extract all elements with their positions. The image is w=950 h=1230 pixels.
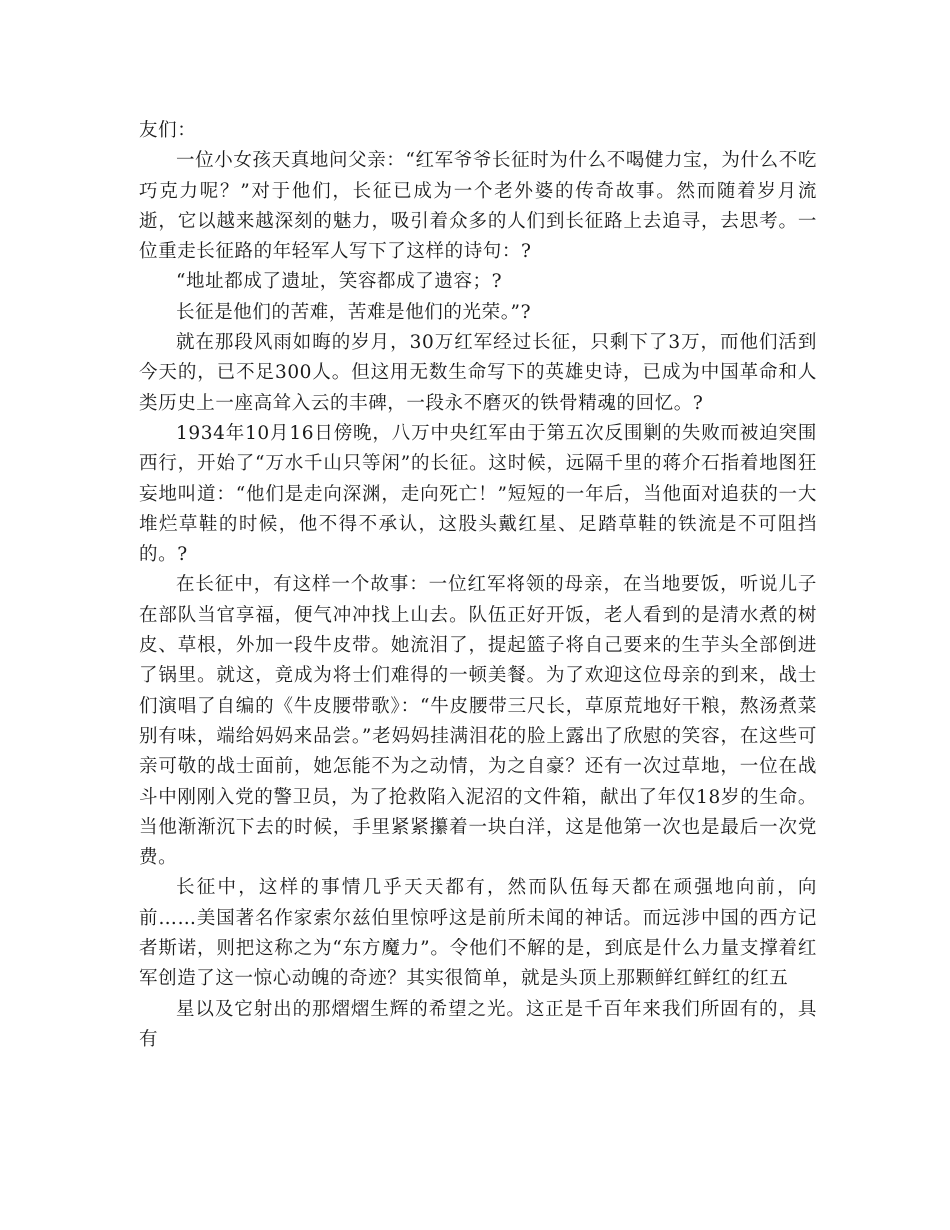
poem-line-2: 长征是他们的苦难，苦难是他们的光荣。”? <box>176 301 532 323</box>
poem-line-1: “地址都成了遗址，笑容都成了遗容；? <box>176 271 503 293</box>
paragraph-girl-question: 一位小女孩天真地问父亲：“红军爷爷长征时为什么不喝健力宝，为什么不吃巧克力呢？”对于他们，长征已成为一个老外婆的传奇故事。然而随着岁月流逝，它以越来越深刻的魅力，吸引着众多的人们到长征路上去追寻，去思考。一位重走长征路的年轻军人写下了这样的诗句：? <box>139 150 817 263</box>
paragraph-salutation: 友们： <box>139 120 197 141</box>
paragraph-red-star: 星以及它射出的那熠熠生辉的希望之光。这正是千百年来我们所固有的，具有 <box>139 998 817 1050</box>
paragraph-survivors: 就在那段风雨如晦的岁月，30万红军经过长征，只剩下了3万，而他们活到今天的，已不足300人。但这用无数生命写下的英雄史诗，已成为中国革命和人类历史上一座高耸入云的丰碑，一段永不磨灭的铁骨精魂的回忆。? <box>139 332 817 414</box>
paragraph-1934: 1934年10月16日傍晚，八万中央红军由于第五次反围剿的失败而被迫突围西行，开始了“万水千山只等闲”的长征。这时候，远隔千里的蒋介石指着地图狂妄地叫道：“他们是走向深渊，走向死亡！”短短的一年后，当他面对追获的一大堆烂草鞋的时候，他不得不承认，这股头戴红星、足踏草鞋的铁流是不可阻挡的。? <box>139 422 817 566</box>
paragraph-mother-story: 在长征中，有这样一个故事：一位红军将领的母亲，在当地要饭，听说儿子在部队当官享福，便气冲冲找上山去。队伍正好开饭，老人看到的是清水煮的树皮、草根，外加一段牛皮带。她流泪了，提起篮子将自己要来的生芋头全部倒进了锅里。就这，竟成为将士们难得的一顿美餐。为了欢迎这位母亲的到来，战士们演唱了自编的《牛皮腰带歌》：“牛皮腰带三尺长，草原荒地好干粮，熬汤煮菜别有味，端给妈妈来品尝。”老妈妈挂满泪花的脸上露出了欣慰的笑容，在这些可亲可敬的战士面前，她怎能不为之动情，为之自豪？还有一次过草地，一位在战斗中刚刚入党的警卫员，为了抢救陷入泥沼的文件箱，献出了年仅18岁的生命。当他渐渐沉下去的时候，手里紧紧攥着一块白洋，这是他第一次也是最后一次党费。 <box>139 574 817 869</box>
article-body <box>139 116 817 1055</box>
paragraph-eastern-magic: 长征中，这样的事情几乎天天都有，然而队伍每天都在顽强地向前，向前……美国著名作家索尔兹伯里惊呼这是前所未闻的神话。而远涉中国的西方记者斯诺，则把这称之为“东方魔力”。令他们不解的是，到底是什么力量支撑着红军创造了这一惊心动魄的奇迹？其实很简单，就是头顶上那颗鲜红鲜红的红五 <box>139 877 817 990</box>
